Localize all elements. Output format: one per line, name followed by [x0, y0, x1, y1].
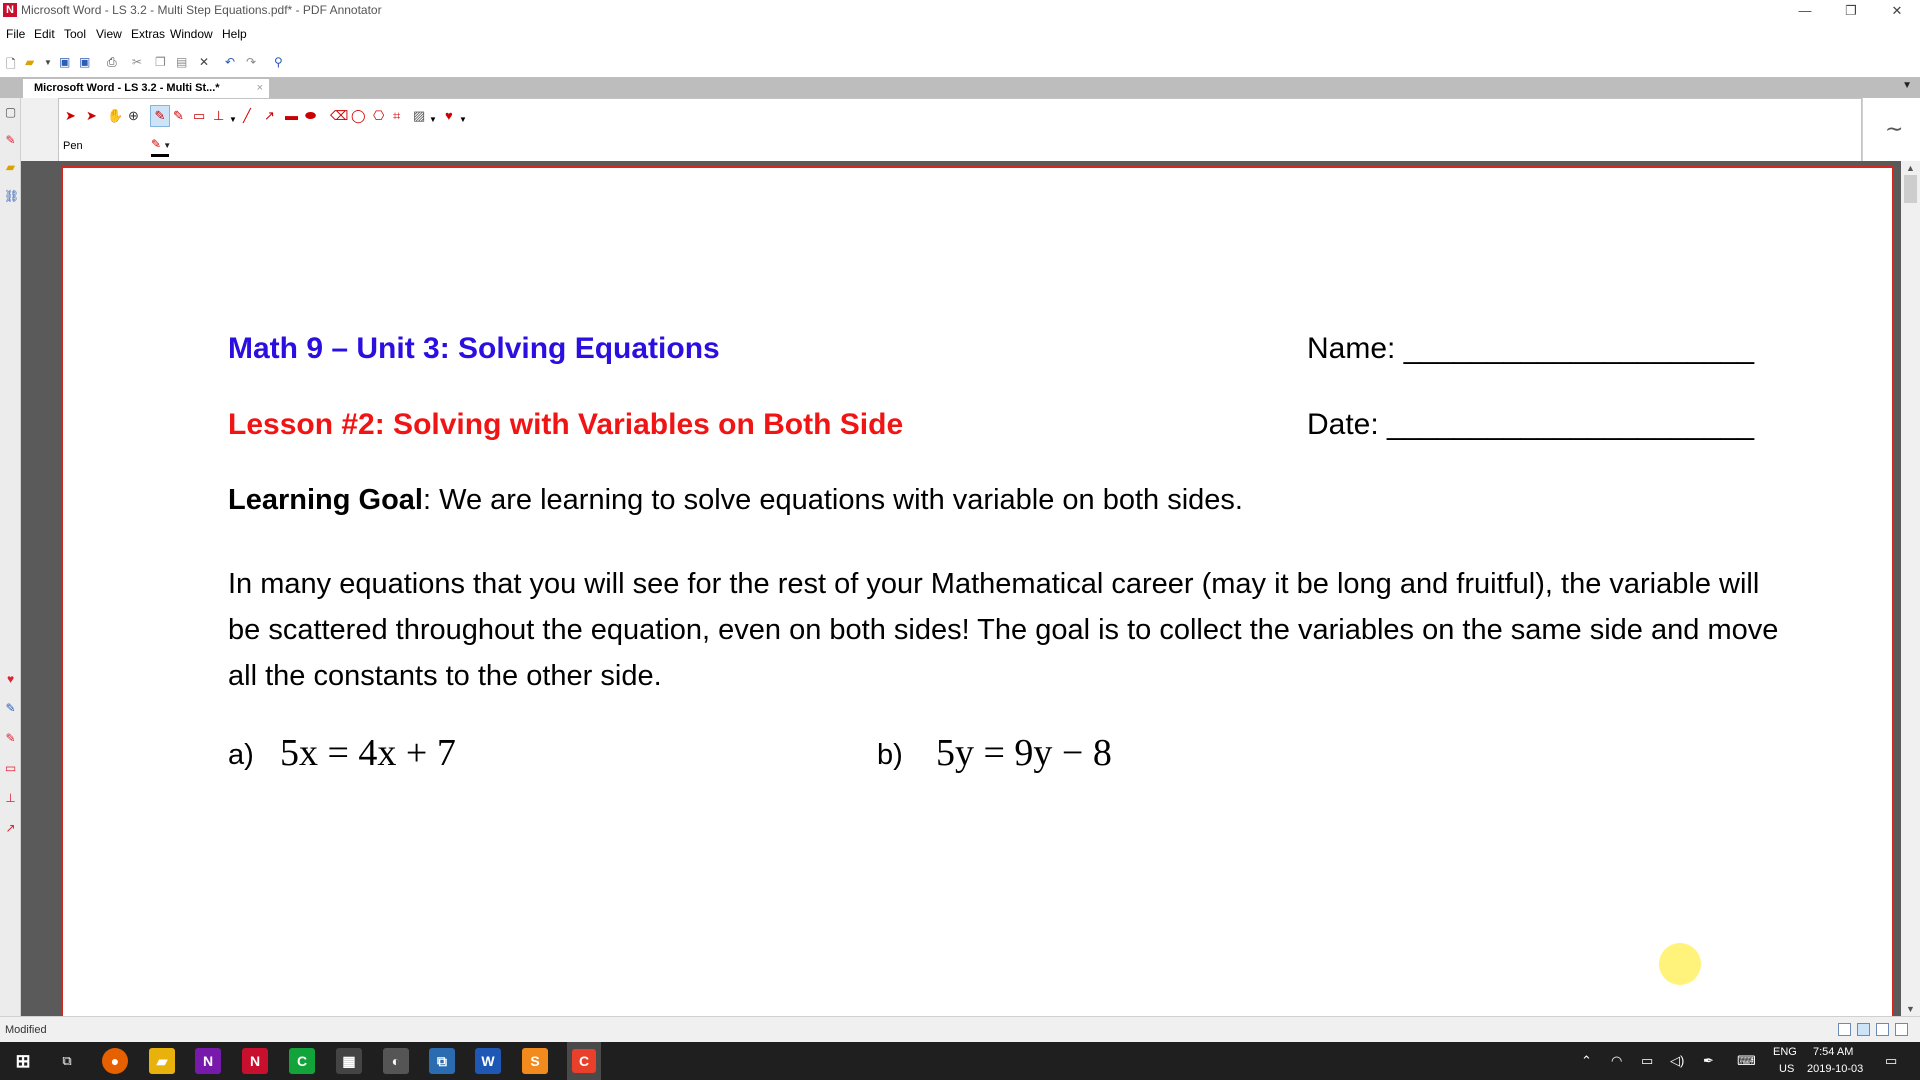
windows-start-icon[interactable]: ⊞: [15, 1051, 31, 1071]
scroll-thumb[interactable]: [1904, 175, 1917, 203]
marker-icon[interactable]: ✎: [5, 731, 16, 745]
minimize-button[interactable]: —: [1798, 3, 1812, 18]
problem-a-equation: 5x = 4x + 7: [280, 732, 456, 774]
link-icon[interactable]: ⛓: [4, 189, 20, 203]
date-field-label: Date: ______________________: [1307, 408, 1755, 441]
left-toolbar: [0, 98, 21, 1023]
redo-icon[interactable]: ↷: [246, 55, 257, 69]
pen-icon[interactable]: ✎: [150, 105, 170, 127]
learning-goal-heading: Learning Goal: [228, 484, 423, 516]
status-bar: [0, 1016, 1920, 1043]
menu-window[interactable]: Window: [170, 27, 213, 41]
pen-tool-icon[interactable]: ✎: [5, 133, 16, 147]
undo-icon[interactable]: ↶: [225, 55, 236, 69]
highlighter-icon[interactable]: ✎: [5, 701, 16, 715]
zoom-icon[interactable]: ⊕: [128, 108, 139, 123]
clock-time[interactable]: 7:54 AM: [1813, 1046, 1854, 1058]
view-continuous-icon[interactable]: [1857, 1023, 1870, 1036]
word-icon[interactable]: W: [475, 1048, 501, 1074]
clock-date[interactable]: 2019-10-03: [1807, 1063, 1864, 1075]
view-two-pages-icon[interactable]: [1876, 1023, 1889, 1036]
lesson-title: Lesson #2: Solving with Variables on Both Side: [228, 408, 904, 441]
pen-workspace-icon[interactable]: ✒: [1703, 1053, 1714, 1068]
learning-goal-text: : We are learning to solve equations with variable on both sides.: [422, 484, 1243, 516]
save-icon[interactable]: ▣: [59, 55, 71, 69]
name-field-label: Name: _____________________: [1307, 332, 1755, 365]
cut-icon[interactable]: ✂: [132, 55, 143, 69]
tab-list-dropdown-icon[interactable]: ▼: [1902, 80, 1912, 91]
paste-icon[interactable]: ▤: [176, 55, 188, 69]
battery-icon[interactable]: ▭: [1641, 1053, 1654, 1068]
crop-icon[interactable]: ⌗: [393, 108, 401, 123]
stamp-dropdown-icon[interactable]: ▼: [229, 115, 237, 124]
textbox-icon[interactable]: ▭: [4, 761, 17, 775]
document-viewport[interactable]: [21, 161, 1901, 1016]
camtasia-icon[interactable]: C: [289, 1048, 315, 1074]
app-icon: N: [3, 3, 17, 17]
problem-a-label: a): [228, 739, 254, 771]
tray-chevron-icon[interactable]: ⌃: [1581, 1053, 1592, 1068]
folder-icon[interactable]: ▰: [5, 160, 16, 174]
hand-icon[interactable]: ✋: [107, 108, 124, 123]
find-icon[interactable]: ⚲: [274, 55, 283, 69]
notifications-icon[interactable]: ▭: [1885, 1053, 1898, 1068]
menu-edit[interactable]: Edit: [34, 27, 55, 41]
document-tab-row: [0, 77, 1920, 98]
image-icon[interactable]: ▨: [413, 108, 426, 123]
delete-icon[interactable]: ✕: [199, 55, 210, 69]
ellipse-icon[interactable]: ⬬: [305, 108, 317, 123]
wifi-icon[interactable]: ◠: [1611, 1053, 1623, 1068]
maximize-button[interactable]: ❐: [1845, 3, 1857, 18]
ribbon-side-panel: [1862, 98, 1920, 161]
rectangle-icon[interactable]: ▬: [285, 108, 298, 123]
favorites-icon[interactable]: ♥: [445, 108, 453, 123]
file-explorer-icon[interactable]: ▰: [149, 1048, 175, 1074]
stamp-tool-icon[interactable]: ⊥: [213, 108, 225, 123]
document-tab-label: Microsoft Word - LS 3.2 - Multi St...*: [34, 82, 220, 94]
touch-keyboard-icon[interactable]: ⌨: [1737, 1053, 1756, 1068]
arrow-tool-icon[interactable]: ↗: [5, 821, 16, 835]
status-text: Modified: [5, 1024, 47, 1036]
close-button[interactable]: ✕: [1891, 3, 1903, 18]
menu-view[interactable]: View: [96, 27, 122, 41]
unit-title: Math 9 – Unit 3: Solving Equations: [228, 332, 720, 365]
camtasia-recorder-icon[interactable]: C: [567, 1042, 601, 1080]
squiggle-icon[interactable]: ∼: [1885, 116, 1904, 141]
save-all-icon[interactable]: ▣: [79, 55, 91, 69]
eraser-icon[interactable]: ⌫: [330, 108, 349, 123]
page-icon[interactable]: ▢: [4, 105, 17, 119]
paint-icon[interactable]: ◐: [383, 1048, 409, 1074]
language-indicator[interactable]: ENG: [1773, 1046, 1797, 1058]
open-icon[interactable]: ▰: [25, 55, 35, 69]
select-text-icon[interactable]: ➤: [86, 108, 97, 123]
volume-icon[interactable]: ◁): [1670, 1053, 1685, 1068]
menu-tool[interactable]: Tool: [64, 27, 87, 41]
pen-color-icon[interactable]: ✎ ▼: [151, 137, 172, 151]
favorites-dropdown-icon[interactable]: ▼: [459, 115, 467, 124]
task-view-icon[interactable]: ⧉: [62, 1053, 72, 1068]
select-arrow-icon[interactable]: ➤: [65, 108, 76, 123]
quick-toolbar: [0, 45, 1920, 77]
open-dropdown-icon[interactable]: ▼: [44, 58, 52, 67]
stamp-icon[interactable]: ⊥: [5, 791, 16, 805]
pen-color-swatch[interactable]: [151, 154, 169, 157]
cursor-highlight: [1659, 943, 1701, 985]
problem-b-label: b): [877, 739, 903, 771]
highlighter-tool-icon[interactable]: ✎: [173, 108, 184, 123]
onenote-icon[interactable]: N: [195, 1048, 221, 1074]
snapshot-icon[interactable]: ⎔: [373, 108, 385, 123]
firefox-icon[interactable]: ●: [102, 1048, 128, 1074]
line-icon[interactable]: ╱: [243, 108, 251, 123]
scroll-down-icon[interactable]: ▼: [1906, 1004, 1915, 1014]
tool-ribbon: [58, 98, 1862, 163]
view-two-continuous-icon[interactable]: [1895, 1023, 1908, 1036]
taskbar: [0, 1042, 1920, 1080]
vertical-scrollbar[interactable]: [1901, 161, 1920, 1016]
region-indicator: US: [1779, 1063, 1795, 1075]
scroll-up-icon[interactable]: ▲: [1906, 163, 1915, 173]
menu-extras[interactable]: Extras: [131, 27, 166, 41]
problem-b-equation: 5y = 9y − 8: [936, 732, 1112, 774]
print-icon[interactable]: ⎙: [107, 55, 117, 69]
calculator-icon[interactable]: ▦: [336, 1048, 362, 1074]
copy-icon[interactable]: ❐: [155, 55, 166, 69]
menu-file[interactable]: File: [6, 27, 26, 41]
intro-paragraph: In many equations that you will see for the rest of your Mathematical career (may it be long and fruitful), the variable will be scattered throughout the equation, even on both sides! The goal is to collect the variables on the same side and move all the constants to the other side.: [228, 568, 1779, 692]
menu-help[interactable]: Help: [222, 27, 247, 41]
text-tool-icon[interactable]: ▭: [193, 108, 206, 123]
tab-close-icon[interactable]: ×: [256, 82, 263, 94]
document-tab[interactable]: [23, 79, 269, 98]
menu-bar: [0, 22, 1920, 45]
favorites-heart-icon[interactable]: ♥: [6, 672, 15, 686]
network-app-icon[interactable]: ⧉: [429, 1048, 455, 1074]
pdf-annotator-icon[interactable]: N: [242, 1048, 268, 1074]
learning-goal: [228, 484, 1243, 517]
view-single-page-icon[interactable]: [1838, 1023, 1851, 1036]
window-title: Microsoft Word - LS 3.2 - Multi Step Equations.pdf* - PDF Annotator: [21, 3, 382, 17]
title-bar: [0, 0, 1920, 22]
arrow-line-icon[interactable]: ↗: [264, 108, 275, 123]
pdf-page[interactable]: [61, 166, 1894, 1018]
current-tool-label: Pen: [63, 140, 83, 152]
snagit-icon[interactable]: S: [522, 1048, 548, 1074]
lasso-icon[interactable]: ◯: [351, 108, 366, 123]
new-icon[interactable]: 🗋: [6, 57, 16, 71]
image-dropdown-icon[interactable]: ▼: [429, 115, 437, 124]
